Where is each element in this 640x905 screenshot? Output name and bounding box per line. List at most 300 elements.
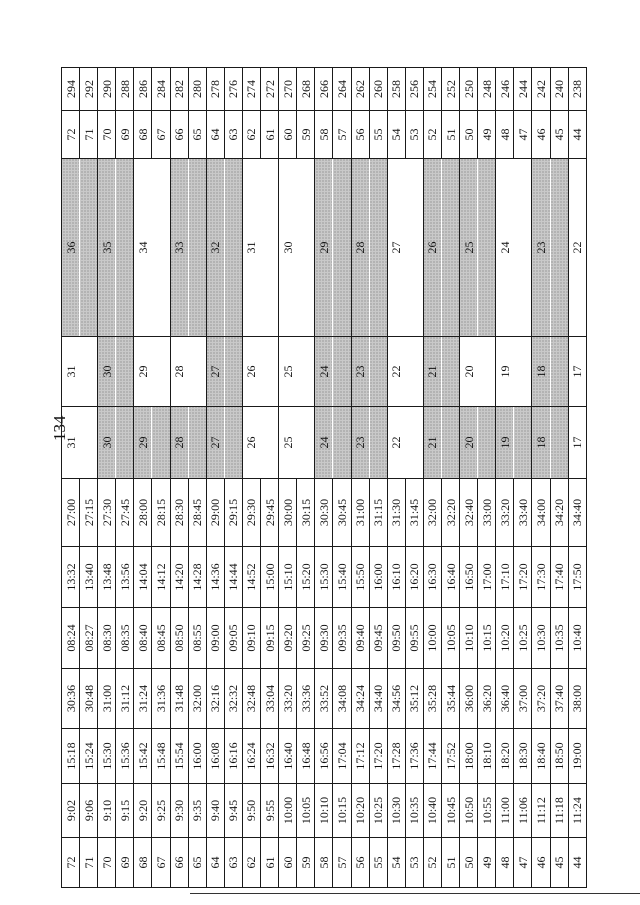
table-cell	[261, 159, 279, 337]
table-cell: 28	[170, 407, 188, 479]
table-cell	[333, 407, 351, 479]
table-cell: 272	[261, 68, 279, 111]
table-cell: 26	[423, 159, 441, 337]
table-cell: 64	[206, 838, 224, 888]
table-cell: 15:50	[351, 547, 369, 608]
table-cell: 29:30	[242, 479, 260, 547]
table-cell: 29	[315, 159, 333, 337]
table-cell: 10:30	[532, 608, 550, 669]
table-cell: 27:30	[98, 479, 116, 547]
table-cell	[116, 159, 134, 337]
table-cell: 278	[206, 68, 224, 111]
table-cell	[224, 337, 242, 407]
table-cell: 46	[532, 111, 550, 159]
table-cell: 252	[441, 68, 459, 111]
table-cell: 52	[423, 111, 441, 159]
table-row	[224, 68, 242, 888]
table-cell: 14:20	[170, 547, 188, 608]
table-cell: 242	[532, 68, 550, 111]
table-cell: 15:10	[279, 547, 297, 608]
table-cell	[478, 407, 496, 479]
table-cell: 71	[80, 111, 98, 159]
table-cell: 53	[405, 111, 423, 159]
table-cell	[188, 407, 206, 479]
table-cell: 20	[460, 337, 478, 407]
table-cell: 15:30	[315, 547, 333, 608]
table-cell: 36	[62, 159, 80, 337]
table-cell: 45	[550, 838, 568, 888]
table-cell: 09:40	[351, 608, 369, 669]
table-cell: 71	[80, 838, 98, 888]
table-cell: 29	[134, 407, 152, 479]
table-cell: 36:00	[460, 669, 478, 729]
table-cell: 11:12	[532, 784, 550, 838]
table-cell: 35:12	[405, 669, 423, 729]
table-cell: 37:00	[514, 669, 532, 729]
table-cell: 09:00	[206, 608, 224, 669]
table-row	[116, 68, 134, 888]
table-cell: 34:20	[550, 479, 568, 547]
table-cell: 266	[315, 68, 333, 111]
table-cell	[116, 337, 134, 407]
table-cell: 18	[532, 407, 550, 479]
table-cell: 47	[514, 111, 532, 159]
table-row	[441, 68, 459, 888]
table-cell: 290	[98, 68, 116, 111]
table-cell: 56	[351, 111, 369, 159]
table-cell: 31:30	[387, 479, 405, 547]
table-cell: 58	[315, 838, 333, 888]
table-cell: 10:30	[387, 784, 405, 838]
table-cell: 248	[478, 68, 496, 111]
table-cell: 31:45	[405, 479, 423, 547]
table-cell: 17:36	[405, 729, 423, 784]
table-cell: 15:54	[170, 729, 188, 784]
table-row	[242, 68, 260, 888]
table-cell	[369, 337, 387, 407]
table-row	[496, 68, 514, 888]
table-cell	[441, 159, 459, 337]
table-cell: 10:35	[405, 784, 423, 838]
table-row	[514, 68, 532, 888]
table-cell: 258	[387, 68, 405, 111]
table-cell	[550, 337, 568, 407]
table-cell: 17:10	[496, 547, 514, 608]
table-cell: 18:00	[460, 729, 478, 784]
table-cell	[405, 159, 423, 337]
table-cell: 288	[116, 68, 134, 111]
table-cell: 34:56	[387, 669, 405, 729]
table-cell: 29:00	[206, 479, 224, 547]
table-cell	[261, 407, 279, 479]
table-cell: 19:00	[568, 729, 586, 784]
table-cell: 09:15	[261, 608, 279, 669]
table-cell	[441, 407, 459, 479]
table-cell	[405, 337, 423, 407]
table-cell: 34:40	[568, 479, 586, 547]
table-cell: 27	[206, 407, 224, 479]
table-cell	[297, 159, 315, 337]
table-row	[98, 68, 116, 888]
table-cell: 17:20	[514, 547, 532, 608]
table-cell: 32:32	[224, 669, 242, 729]
table-cell: 17:04	[333, 729, 351, 784]
table-row	[405, 68, 423, 888]
table-row	[279, 68, 297, 888]
table-cell: 09:25	[297, 608, 315, 669]
table-cell: 17:40	[550, 547, 568, 608]
table-cell	[224, 159, 242, 337]
table-cell: 27:15	[80, 479, 98, 547]
table-cell: 10:25	[514, 608, 532, 669]
table-cell: 59	[297, 111, 315, 159]
table-cell: 16:50	[460, 547, 478, 608]
table-cell: 55	[369, 838, 387, 888]
table-cell: 19	[496, 407, 514, 479]
table-cell: 9:50	[242, 784, 260, 838]
table-cell: 59	[297, 838, 315, 888]
table-cell: 22	[387, 407, 405, 479]
table-cell: 09:50	[387, 608, 405, 669]
table-cell: 30	[98, 407, 116, 479]
table-cell: 08:30	[98, 608, 116, 669]
table-cell: 264	[333, 68, 351, 111]
table-cell: 08:40	[134, 608, 152, 669]
table-cell: 17	[568, 407, 586, 479]
table-cell: 34:24	[351, 669, 369, 729]
table-cell: 33:00	[478, 479, 496, 547]
table-cell	[116, 407, 134, 479]
table-cell: 14:04	[134, 547, 152, 608]
table-cell: 09:35	[333, 608, 351, 669]
table-cell: 18:10	[478, 729, 496, 784]
table-cell: 9:40	[206, 784, 224, 838]
table-cell: 9:02	[62, 784, 80, 838]
table-cell: 33	[170, 159, 188, 337]
table-cell: 22	[568, 159, 586, 337]
table-cell	[261, 337, 279, 407]
table-cell: 11:06	[514, 784, 532, 838]
table-cell: 21	[423, 337, 441, 407]
table-cell: 31:36	[152, 669, 170, 729]
table-cell	[333, 159, 351, 337]
table-cell: 72	[62, 838, 80, 888]
table-cell: 20	[460, 407, 478, 479]
table-cell: 9:06	[80, 784, 98, 838]
table-cell: 32:20	[441, 479, 459, 547]
table-cell: 35	[98, 159, 116, 337]
table-cell: 67	[152, 111, 170, 159]
table-cell: 65	[188, 838, 206, 888]
table-cell: 10:00	[423, 608, 441, 669]
table-cell: 34:08	[333, 669, 351, 729]
table-cell: 9:25	[152, 784, 170, 838]
table-cell: 240	[550, 68, 568, 111]
table-cell: 32	[206, 159, 224, 337]
table-cell: 33:20	[496, 479, 514, 547]
table-cell: 09:05	[224, 608, 242, 669]
table-cell: 15:24	[80, 729, 98, 784]
table-cell	[80, 407, 98, 479]
table-cell: 9:55	[261, 784, 279, 838]
table-cell: 09:55	[405, 608, 423, 669]
table-cell: 29	[134, 337, 152, 407]
table-cell: 08:55	[188, 608, 206, 669]
table-cell: 13:32	[62, 547, 80, 608]
table-row	[460, 68, 478, 888]
table-cell: 238	[568, 68, 586, 111]
table-row	[315, 68, 333, 888]
table-cell: 10:45	[441, 784, 459, 838]
table-cell: 37:40	[550, 669, 568, 729]
table-cell: 64	[206, 111, 224, 159]
table-cell: 16:08	[206, 729, 224, 784]
table-cell: 15:20	[297, 547, 315, 608]
table-cell: 69	[116, 111, 134, 159]
table-cell: 31:00	[351, 479, 369, 547]
table-row	[297, 68, 315, 888]
table-row	[188, 68, 206, 888]
table-cell	[369, 407, 387, 479]
table-row	[478, 68, 496, 888]
table-cell: 30	[98, 337, 116, 407]
table-cell: 10:20	[496, 608, 514, 669]
table-cell: 32:00	[188, 669, 206, 729]
table-cell: 36:40	[496, 669, 514, 729]
table-cell: 244	[514, 68, 532, 111]
table-cell: 18:30	[514, 729, 532, 784]
table-cell	[188, 337, 206, 407]
table-cell: 28	[351, 159, 369, 337]
table-cell: 17:12	[351, 729, 369, 784]
table-cell	[514, 407, 532, 479]
table-cell: 16:16	[224, 729, 242, 784]
table-cell: 17:52	[441, 729, 459, 784]
table-cell: 57	[333, 111, 351, 159]
table-cell: 17:50	[568, 547, 586, 608]
table-cell: 10:40	[568, 608, 586, 669]
table-cell: 17	[568, 337, 586, 407]
table-row	[152, 68, 170, 888]
table-cell: 14:44	[224, 547, 242, 608]
table-cell: 250	[460, 68, 478, 111]
table-cell: 262	[351, 68, 369, 111]
table-cell: 69	[116, 838, 134, 888]
table-cell: 48	[496, 838, 514, 888]
table-cell: 13:48	[98, 547, 116, 608]
table-cell: 66	[170, 111, 188, 159]
table-cell: 61	[261, 838, 279, 888]
table-cell	[405, 407, 423, 479]
table-cell: 34:40	[369, 669, 387, 729]
table-cell: 51	[441, 838, 459, 888]
table-cell: 9:20	[134, 784, 152, 838]
table-cell: 08:24	[62, 608, 80, 669]
table-cell: 11:24	[568, 784, 586, 838]
table-row	[333, 68, 351, 888]
table-cell: 270	[279, 68, 297, 111]
table-cell: 28:45	[188, 479, 206, 547]
table-cell: 09:10	[242, 608, 260, 669]
table-cell: 31	[242, 159, 260, 337]
table-cell: 256	[405, 68, 423, 111]
table-cell: 27:45	[116, 479, 134, 547]
table-cell: 16:32	[261, 729, 279, 784]
table-cell: 246	[496, 68, 514, 111]
table-cell: 16:00	[369, 547, 387, 608]
table-cell: 27	[387, 159, 405, 337]
table-cell: 11:00	[496, 784, 514, 838]
table-cell: 18:40	[532, 729, 550, 784]
table-cell: 10:00	[279, 784, 297, 838]
table-cell: 31:00	[98, 669, 116, 729]
table-cell: 13:56	[116, 547, 134, 608]
score-table	[61, 67, 587, 888]
table-cell: 33:40	[514, 479, 532, 547]
table-cell: 54	[387, 111, 405, 159]
table-cell: 15:42	[134, 729, 152, 784]
table-cell: 27	[206, 337, 224, 407]
score-table-container	[61, 68, 586, 888]
table-cell: 30:30	[315, 479, 333, 547]
table-cell: 19	[496, 337, 514, 407]
table-cell	[80, 337, 98, 407]
table-cell: 29:15	[224, 479, 242, 547]
table-cell: 17:28	[387, 729, 405, 784]
table-row	[62, 68, 80, 888]
table-cell: 31	[62, 407, 80, 479]
table-row	[351, 68, 369, 888]
table-cell: 65	[188, 111, 206, 159]
table-cell: 34	[134, 159, 152, 337]
table-cell	[333, 337, 351, 407]
table-cell: 15:48	[152, 729, 170, 784]
table-row	[170, 68, 188, 888]
table-cell: 31	[62, 337, 80, 407]
table-cell: 09:30	[315, 608, 333, 669]
table-cell: 33:04	[261, 669, 279, 729]
table-cell	[152, 159, 170, 337]
table-row	[532, 68, 550, 888]
table-row	[568, 68, 586, 888]
table-cell: 10:15	[478, 608, 496, 669]
table-cell: 268	[297, 68, 315, 111]
table-cell: 62	[242, 838, 260, 888]
table-cell: 36:20	[478, 669, 496, 729]
table-cell: 34:00	[532, 479, 550, 547]
table-cell: 21	[423, 407, 441, 479]
table-cell: 32:40	[460, 479, 478, 547]
table-cell: 33:36	[297, 669, 315, 729]
table-cell	[297, 407, 315, 479]
table-cell: 10:35	[550, 608, 568, 669]
table-cell	[80, 159, 98, 337]
table-cell: 10:10	[315, 784, 333, 838]
table-cell: 16:40	[441, 547, 459, 608]
table-cell: 60	[279, 111, 297, 159]
table-cell: 32:16	[206, 669, 224, 729]
table-cell: 10:05	[297, 784, 315, 838]
table-cell: 10:55	[478, 784, 496, 838]
table-cell	[550, 159, 568, 337]
table-cell	[478, 337, 496, 407]
table-cell: 9:30	[170, 784, 188, 838]
table-cell: 30:48	[80, 669, 98, 729]
table-cell: 286	[134, 68, 152, 111]
table-cell: 30:45	[333, 479, 351, 547]
table-cell: 30:00	[279, 479, 297, 547]
table-cell: 33:52	[315, 669, 333, 729]
table-cell: 10:05	[441, 608, 459, 669]
table-cell: 26	[242, 407, 260, 479]
table-cell	[514, 337, 532, 407]
table-cell: 18:50	[550, 729, 568, 784]
table-cell: 68	[134, 838, 152, 888]
table-cell: 49	[478, 111, 496, 159]
table-cell: 15:30	[98, 729, 116, 784]
table-cell: 25	[279, 337, 297, 407]
table-row	[369, 68, 387, 888]
table-cell: 70	[98, 111, 116, 159]
table-cell: 15:18	[62, 729, 80, 784]
table-cell: 50	[460, 111, 478, 159]
table-cell: 14:36	[206, 547, 224, 608]
page-number: 134	[50, 415, 69, 441]
table-cell: 23	[351, 337, 369, 407]
table-cell: 17:30	[532, 547, 550, 608]
table-cell	[297, 337, 315, 407]
table-cell: 33:20	[279, 669, 297, 729]
table-cell: 16:10	[387, 547, 405, 608]
table-cell: 09:45	[369, 608, 387, 669]
table-cell: 10:40	[423, 784, 441, 838]
table-cell: 14:52	[242, 547, 260, 608]
table-cell: 35:44	[441, 669, 459, 729]
table-cell	[550, 407, 568, 479]
table-row	[261, 68, 279, 888]
table-cell	[478, 159, 496, 337]
table-cell: 55	[369, 111, 387, 159]
table-cell: 10:50	[460, 784, 478, 838]
table-cell: 08:45	[152, 608, 170, 669]
table-cell: 60	[279, 838, 297, 888]
table-cell: 280	[188, 68, 206, 111]
table-cell: 16:40	[279, 729, 297, 784]
table-cell: 15:36	[116, 729, 134, 784]
table-row	[550, 68, 568, 888]
table-cell: 31:24	[134, 669, 152, 729]
table-cell: 16:00	[188, 729, 206, 784]
table-cell: 61	[261, 111, 279, 159]
table-cell: 28:30	[170, 479, 188, 547]
table-cell: 35:28	[423, 669, 441, 729]
table-cell: 31:48	[170, 669, 188, 729]
table-cell: 23	[532, 159, 550, 337]
table-cell: 10:20	[351, 784, 369, 838]
table-cell: 54	[387, 838, 405, 888]
table-cell	[441, 337, 459, 407]
table-cell: 49	[478, 838, 496, 888]
table-cell: 9:10	[98, 784, 116, 838]
table-cell: 25	[279, 407, 297, 479]
table-cell: 51	[441, 111, 459, 159]
table-cell: 70	[98, 838, 116, 888]
table-cell: 282	[170, 68, 188, 111]
table-cell: 37:20	[532, 669, 550, 729]
table-cell	[369, 159, 387, 337]
table-cell: 15:40	[333, 547, 351, 608]
table-cell: 30:36	[62, 669, 80, 729]
